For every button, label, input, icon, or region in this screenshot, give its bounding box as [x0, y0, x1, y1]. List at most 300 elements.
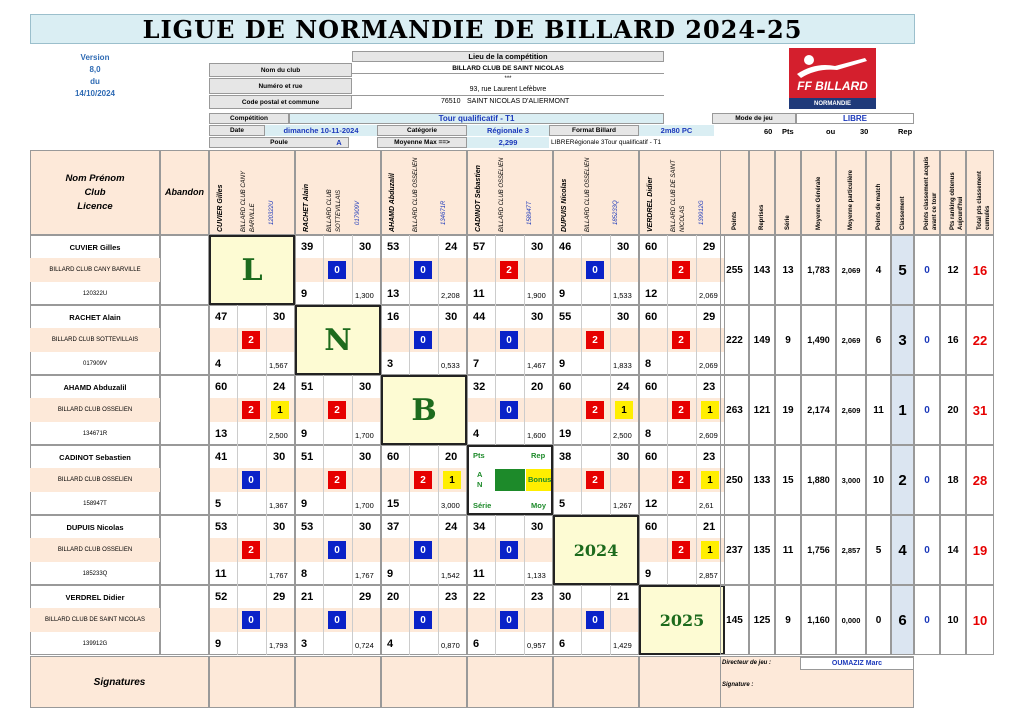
match-reprises: 30	[273, 521, 286, 533]
ou-label: ou	[826, 127, 836, 136]
mode-label: Mode de jeu	[712, 113, 796, 124]
match-moyenne: 2,61	[699, 501, 714, 510]
match-points: 60	[645, 241, 658, 253]
address-line2: 93, rue Laurent Lefèbvre	[352, 84, 664, 96]
match-points: 38	[559, 451, 572, 463]
match-points-square: 2	[500, 261, 518, 279]
signature-cell[interactable]	[553, 656, 639, 708]
match-divider	[409, 585, 410, 655]
match-reprises: 29	[703, 241, 716, 253]
match-divider	[581, 305, 582, 375]
match-serie: 9	[559, 288, 566, 300]
match-points-square: 0	[414, 611, 432, 629]
legend-green-square	[495, 469, 525, 491]
match-moyenne: 1,700	[355, 501, 374, 510]
match-reprises: 24	[617, 381, 630, 393]
match-moyenne: 1,133	[527, 571, 546, 580]
stat-value: 16	[940, 305, 966, 375]
stat-value: 28	[966, 445, 994, 515]
match-reprises: 24	[445, 241, 458, 253]
col-header-licence: 120322U	[269, 200, 275, 225]
page-title: LIGUE DE NORMANDIE DE BILLARD 2024-25	[30, 14, 915, 44]
bonus-square: 1	[615, 401, 633, 419]
match-serie: 4	[473, 428, 480, 440]
version-date: 14/10/2024	[74, 88, 116, 98]
stat-value: 0	[914, 375, 940, 445]
match-serie: 13	[215, 428, 228, 440]
stat-value: 125	[749, 585, 775, 655]
match-points-square: 0	[242, 471, 260, 489]
match-serie: 9	[301, 288, 308, 300]
match-divider	[266, 515, 267, 585]
match-points: 53	[301, 521, 314, 533]
stat-value: 22	[966, 305, 994, 375]
header-licence: Licence	[77, 200, 113, 212]
stat-value: 2,857	[836, 515, 866, 585]
match-serie: 6	[473, 638, 480, 650]
signature-cell[interactable]	[639, 656, 725, 708]
header-nom: Nom Prénom	[65, 172, 125, 184]
stat-value: 10	[966, 585, 994, 655]
match-reprises: 30	[617, 241, 630, 253]
match-divider	[323, 445, 324, 515]
match-divider	[438, 515, 439, 585]
stat-header-label: Total pts classement cumulés	[977, 171, 991, 230]
libre-text: LIBRERégionale 3Tour qualificatif - T1	[551, 139, 662, 146]
match-reprises: 24	[273, 381, 286, 393]
match-serie: 9	[559, 358, 566, 370]
match-divider	[524, 375, 525, 445]
pts-value: 60	[764, 127, 773, 136]
col-header-club: BILLARD CLUB OSSELIEN	[499, 157, 505, 232]
match-divider	[409, 515, 410, 585]
col-header-licence: 139912G	[699, 200, 705, 225]
match-serie: 11	[215, 568, 227, 580]
stat-value: 13	[775, 235, 801, 305]
commune: SAINT NICOLAS D'ALIERMONT	[467, 98, 570, 105]
match-points: 34	[473, 521, 486, 533]
lieu-header: Lieu de la compétition	[352, 51, 664, 62]
moy-value: 2,299	[467, 137, 549, 148]
stat-value: 0	[914, 445, 940, 515]
stat-value: 4	[866, 235, 891, 305]
match-moyenne: 1,533	[613, 291, 632, 300]
abandon-cell[interactable]	[160, 235, 209, 305]
stat-value: 11	[775, 515, 801, 585]
col-header-name: CUVIER Gilles	[217, 184, 224, 232]
match-moyenne: 1,467	[527, 361, 546, 370]
match-moyenne: 3,000	[441, 501, 460, 510]
rep-value: 30	[860, 127, 869, 136]
match-serie: 19	[559, 428, 572, 440]
match-points-square: 2	[672, 471, 690, 489]
stat-value: 5	[866, 515, 891, 585]
match-reprises: 29	[273, 591, 286, 603]
match-moyenne: 1,367	[269, 501, 288, 510]
match-serie: 9	[301, 498, 308, 510]
col-header-name: RACHET Alain	[303, 184, 310, 232]
match-serie: 8	[645, 428, 652, 440]
stat-value: 15	[775, 445, 801, 515]
player-club: BILLARD CLUB DE SAINT NICOLAS	[45, 617, 145, 623]
match-moyenne: 0,957	[527, 641, 546, 650]
mode-value: LIBRE	[796, 113, 914, 124]
match-points-square: 0	[500, 541, 518, 559]
stat-header-label: Moyenne Générale	[815, 176, 822, 230]
match-divider	[323, 235, 324, 305]
col-header-licence: 017909V	[355, 200, 361, 225]
match-divider	[266, 305, 267, 375]
stat-value: 135	[749, 515, 775, 585]
match-points-square: 2	[242, 401, 260, 419]
player-club: BILLARD CLUB OSSELIEN	[57, 407, 133, 413]
stat-value: 263	[720, 375, 749, 445]
player-licence: 139912G	[82, 641, 108, 647]
stat-value: 2,069	[836, 235, 866, 305]
match-divider	[237, 515, 238, 585]
match-points-square: 2	[672, 331, 690, 349]
match-reprises: 20	[531, 381, 544, 393]
player-licence: 185233Q	[82, 571, 108, 577]
match-serie: 9	[387, 568, 394, 580]
match-reprises: 30	[359, 241, 372, 253]
match-reprises: 21	[617, 591, 630, 603]
moy-label: Moyenne Max ==>	[377, 137, 467, 148]
match-divider	[266, 375, 267, 445]
match-serie: 13	[387, 288, 400, 300]
match-points-square: 0	[414, 541, 432, 559]
logo-brand: FF BILLARD	[797, 79, 868, 93]
match-moyenne: 1,833	[613, 361, 632, 370]
abandon-cell[interactable]	[160, 445, 209, 515]
match-moyenne: 2,500	[269, 431, 288, 440]
match-points: 30	[559, 591, 572, 603]
stat-value: 1,490	[801, 305, 836, 375]
stat-value: 145	[720, 585, 749, 655]
match-points-square: 0	[328, 261, 346, 279]
match-reprises: 24	[445, 521, 458, 533]
billiard-player-icon	[795, 52, 870, 78]
signature-cell[interactable]	[381, 656, 467, 708]
stat-value: 2	[891, 445, 914, 515]
match-divider	[581, 585, 582, 655]
diagonal-cell: N	[295, 305, 381, 375]
match-divider	[667, 375, 668, 445]
legend-a: A	[477, 470, 483, 479]
match-serie: 7	[473, 358, 480, 370]
col-header-club: BILLARD CLUB SOTTEVILLAIS	[327, 189, 342, 232]
match-reprises: 30	[445, 311, 458, 323]
match-divider	[266, 445, 267, 515]
player-club: BILLARD CLUB SOTTEVILLAIS	[51, 337, 139, 343]
match-serie: 12	[645, 498, 658, 510]
match-reprises: 23	[703, 381, 716, 393]
match-points: 57	[473, 241, 486, 253]
stat-value: 4	[891, 515, 914, 585]
player-licence: 120322U	[82, 291, 108, 297]
rep-label: Rep	[898, 127, 913, 136]
match-serie: 11	[473, 568, 485, 580]
legend-serie: Série	[473, 501, 492, 510]
col-header-name: VERDREL Didier	[647, 176, 654, 232]
match-reprises: 29	[359, 591, 372, 603]
col-header-name: CADINOT Sebastien	[475, 165, 482, 232]
stat-value: 1,756	[801, 515, 836, 585]
stat-header-label: Points de match	[875, 183, 882, 230]
stat-value: 31	[966, 375, 994, 445]
match-moyenne: 1,793	[269, 641, 288, 650]
logo-region: NORMANDIE	[789, 98, 876, 109]
match-serie: 8	[645, 358, 652, 370]
match-points-square: 0	[586, 261, 604, 279]
match-divider	[266, 585, 267, 655]
stat-value: 133	[749, 445, 775, 515]
stat-value: 2,069	[836, 305, 866, 375]
stat-value: 1,880	[801, 445, 836, 515]
match-divider	[438, 445, 439, 515]
stat-header-label: Série	[785, 215, 791, 230]
match-divider	[495, 515, 496, 585]
match-divider	[352, 235, 353, 305]
match-divider	[237, 305, 238, 375]
match-divider	[610, 585, 611, 655]
match-moyenne: 0,724	[355, 641, 374, 650]
col-header-licence: 134671R	[441, 200, 447, 225]
match-points-square: 2	[586, 401, 604, 419]
match-points: 51	[301, 381, 314, 393]
stat-value: 10	[866, 445, 891, 515]
match-points: 41	[215, 451, 228, 463]
abandon-cell[interactable]	[160, 375, 209, 445]
match-serie: 12	[645, 288, 658, 300]
match-moyenne: 1,267	[613, 501, 632, 510]
col-header-club: BILLARD CLUB DE SAINT NICOLAS	[671, 159, 686, 232]
match-points-square: 0	[586, 611, 604, 629]
match-divider	[696, 445, 697, 515]
stat-value: 1	[891, 375, 914, 445]
match-divider	[495, 585, 496, 655]
match-divider	[323, 585, 324, 655]
match-divider	[524, 515, 525, 585]
match-reprises: 29	[703, 311, 716, 323]
signature-cell[interactable]	[467, 656, 553, 708]
match-moyenne: 1,300	[355, 291, 374, 300]
match-moyenne: 1,767	[355, 571, 374, 580]
match-divider	[610, 375, 611, 445]
match-divider	[352, 445, 353, 515]
col-header-club: BILLARD CLUB OSSELIEN	[413, 157, 419, 232]
stat-value: 3,000	[836, 445, 866, 515]
match-moyenne: 2,500	[613, 431, 632, 440]
version-number: 8,0	[89, 64, 101, 74]
match-points: 37	[387, 521, 400, 533]
match-divider	[438, 305, 439, 375]
player-club: BILLARD CLUB OSSELIEN	[57, 477, 133, 483]
stat-value: 6	[866, 305, 891, 375]
player-name: RACHET Alain	[69, 312, 121, 322]
match-points: 21	[301, 591, 314, 603]
match-reprises: 20	[445, 451, 458, 463]
match-serie: 8	[301, 568, 308, 580]
match-points: 60	[645, 311, 658, 323]
directeur-label: Directeur de jeu :	[722, 660, 772, 666]
match-serie: 6	[559, 638, 566, 650]
col-header-club: BILLARD CLUB OSSELIEN	[585, 157, 591, 232]
player-name: CADINOT Sebastien	[59, 452, 131, 462]
match-points: 52	[215, 591, 228, 603]
match-divider	[438, 585, 439, 655]
match-points: 60	[645, 381, 658, 393]
stat-value: 5	[891, 235, 914, 305]
match-points-square: 0	[242, 611, 260, 629]
abandon-cell[interactable]	[160, 305, 209, 375]
match-divider	[696, 235, 697, 305]
match-reprises: 30	[531, 311, 544, 323]
cat-label: Catégorie	[377, 125, 467, 136]
match-reprises: 30	[359, 451, 372, 463]
signatures-label: Signatures	[93, 676, 146, 688]
player-licence: 134671R	[82, 431, 108, 437]
match-divider	[237, 585, 238, 655]
player-name: AHAMD Abduzalil	[63, 382, 127, 392]
stat-value: 12	[940, 235, 966, 305]
player-name: VERDREL Didier	[65, 592, 125, 602]
stat-value: 0	[866, 585, 891, 655]
match-serie: 4	[387, 638, 394, 650]
match-points: 22	[473, 591, 486, 603]
abandon-cell[interactable]	[160, 585, 209, 655]
stat-value: 0	[914, 515, 940, 585]
stat-header-label: Pts ranking obtenus Aujourd'hui	[950, 172, 964, 230]
stat-value: 0	[914, 305, 940, 375]
player-licence: 017909V	[82, 361, 108, 367]
match-serie: 9	[215, 638, 222, 650]
match-reprises: 30	[273, 311, 286, 323]
match-points-square: 0	[414, 331, 432, 349]
legend-n: N	[477, 480, 483, 489]
legend-pts: Pts	[473, 451, 485, 460]
poule-value: A	[336, 138, 342, 147]
date-value: dimanche 10-11-2024	[265, 125, 377, 136]
match-divider	[667, 445, 668, 515]
club-label: Nom du club	[209, 63, 352, 77]
col-header-name: AHAMD Abduzalil	[389, 173, 396, 232]
match-points-square: 2	[672, 261, 690, 279]
stat-value: 18	[940, 445, 966, 515]
match-points-square: 0	[500, 331, 518, 349]
pts-label: Pts	[782, 127, 794, 136]
match-divider	[495, 235, 496, 305]
match-points-square: 2	[672, 401, 690, 419]
stat-value: 9	[775, 585, 801, 655]
stat-value: 10	[940, 585, 966, 655]
match-divider	[524, 235, 525, 305]
match-moyenne: 2,069	[699, 361, 718, 370]
stat-header-label: Moyenne particulière	[848, 169, 854, 230]
stat-value: 3	[891, 305, 914, 375]
stat-value: 250	[720, 445, 749, 515]
match-divider	[352, 515, 353, 585]
match-moyenne: 2,069	[699, 291, 718, 300]
match-moyenne: 2,857	[699, 571, 718, 580]
stat-value: 19	[775, 375, 801, 445]
col-header-licence: 185233Q	[613, 200, 619, 225]
match-points: 55	[559, 311, 572, 323]
match-points-square: 0	[328, 541, 346, 559]
match-points-square: 2	[328, 471, 346, 489]
diagonal-cell: 2024	[553, 515, 639, 585]
match-points: 60	[215, 381, 228, 393]
match-points-square: 2	[586, 331, 604, 349]
match-divider	[667, 515, 668, 585]
match-moyenne: 2,609	[699, 431, 718, 440]
match-points: 60	[387, 451, 400, 463]
match-divider	[409, 445, 410, 515]
match-points: 46	[559, 241, 572, 253]
match-reprises: 30	[531, 521, 544, 533]
player-club: BILLARD CLUB OSSELIEN	[57, 547, 133, 553]
match-serie: 3	[387, 358, 394, 370]
signature-cell[interactable]	[209, 656, 295, 708]
stat-value: 149	[749, 305, 775, 375]
stat-value: 255	[720, 235, 749, 305]
match-divider	[581, 445, 582, 515]
ffbillard-logo	[789, 48, 876, 109]
match-divider	[696, 515, 697, 585]
match-serie: 4	[215, 358, 222, 370]
match-serie: 9	[645, 568, 652, 580]
match-serie: 5	[559, 498, 566, 510]
stat-value: 11	[866, 375, 891, 445]
player-club: BILLARD CLUB CANY BARVILLE	[49, 267, 141, 273]
player-licence: 158947T	[83, 501, 107, 507]
directeur-name: OUMAZIZ Marc	[800, 657, 914, 670]
date-label: Date	[209, 125, 265, 136]
stat-header-label: Reprises	[759, 204, 765, 230]
bonus-square: 1	[701, 401, 719, 419]
comp-value: Tour qualificatif - T1	[289, 113, 664, 124]
comp-label: Compétition	[209, 113, 289, 124]
match-reprises: 23	[445, 591, 458, 603]
bonus-square: 1	[701, 471, 719, 489]
poule-label: Poule	[209, 137, 349, 148]
match-points-square: 2	[242, 541, 260, 559]
abandon-cell[interactable]	[160, 515, 209, 585]
stat-value: 9	[775, 305, 801, 375]
match-points: 51	[301, 451, 314, 463]
match-moyenne: 1,767	[269, 571, 288, 580]
stat-value: 20	[940, 375, 966, 445]
cp-label: Code postal et commune	[209, 95, 352, 109]
bonus-square: 1	[701, 541, 719, 559]
match-points-square: 2	[586, 471, 604, 489]
match-divider	[323, 375, 324, 445]
match-moyenne: 1,567	[269, 361, 288, 370]
match-points-square: 2	[242, 331, 260, 349]
signature-cell[interactable]	[295, 656, 381, 708]
match-divider	[610, 305, 611, 375]
match-divider	[237, 445, 238, 515]
match-points: 60	[645, 521, 658, 533]
header-abandon: Abandon	[165, 187, 204, 197]
match-serie: 11	[473, 288, 485, 300]
match-reprises: 30	[273, 451, 286, 463]
stat-value: 16	[966, 235, 994, 305]
match-points-square: 0	[328, 611, 346, 629]
match-divider	[524, 585, 525, 655]
match-divider	[610, 235, 611, 305]
match-points: 20	[387, 591, 400, 603]
